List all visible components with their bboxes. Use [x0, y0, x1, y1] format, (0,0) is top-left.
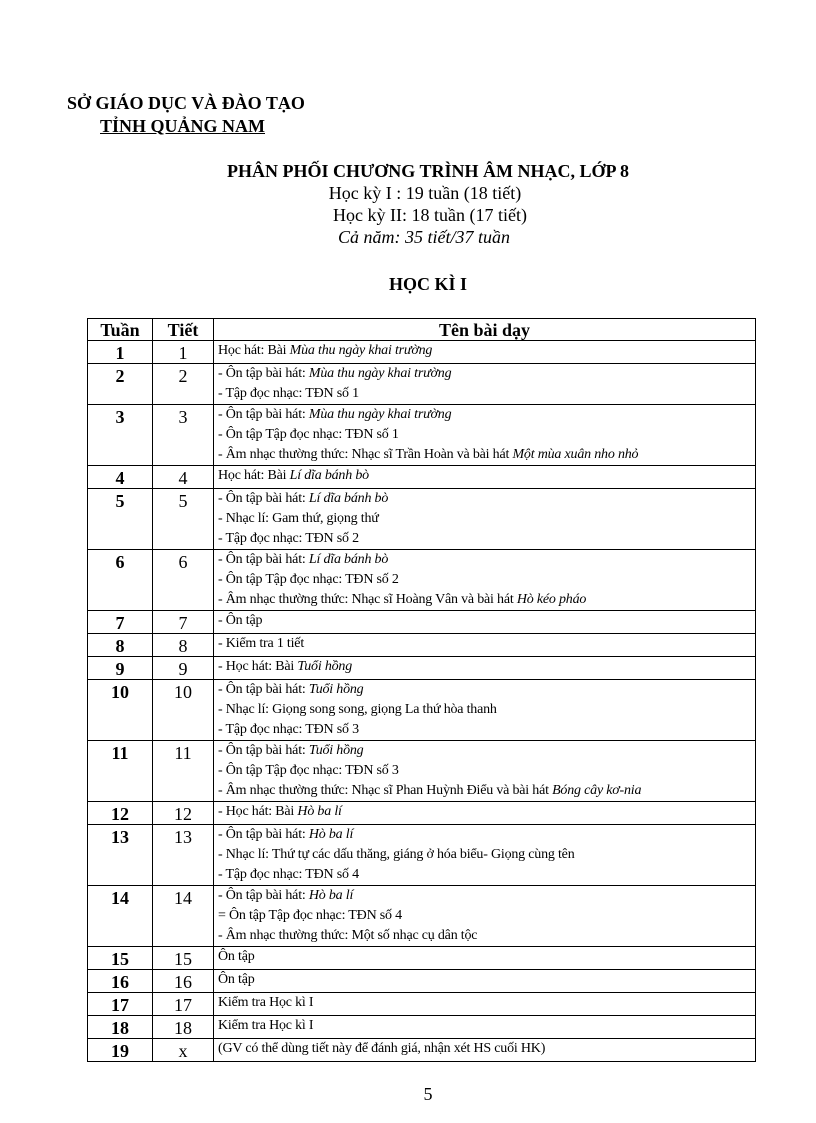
lesson-line — [218, 509, 755, 529]
table-row — [88, 825, 756, 886]
table-row — [88, 1016, 756, 1039]
schedule-table — [87, 318, 756, 1062]
table-row — [88, 680, 756, 741]
schedule-body — [88, 341, 756, 1062]
lesson-text: - Âm nhạc thường thức: Một số nhạc cụ dân tộc — [218, 928, 478, 943]
week-cell: 16 — [88, 970, 153, 993]
week-cell: 9 — [88, 657, 153, 680]
song-title: Bóng cây kơ-nia — [552, 783, 642, 798]
table-row — [88, 993, 756, 1016]
lesson-text: = Ôn tập Tập đọc nhạc: TĐN số 4 — [218, 908, 402, 923]
period-cell: 1 — [153, 341, 214, 364]
lesson-text: - Ôn tập bài hát: — [218, 491, 309, 506]
lesson-line — [218, 550, 755, 570]
period-cell: 13 — [153, 825, 214, 886]
lesson-cell — [214, 741, 756, 802]
song-title: Lí dĩa bánh bò — [289, 468, 369, 483]
province-name: TỈNH QUẢNG NAM — [100, 116, 265, 136]
table-row — [88, 405, 756, 466]
lesson-cell — [214, 680, 756, 741]
song-title: Tuổi hồng — [297, 659, 353, 674]
lesson-line — [218, 761, 755, 781]
lesson-line — [218, 1016, 755, 1036]
lesson-text: Học hát: Bài — [218, 468, 290, 483]
period-cell: 2 — [153, 364, 214, 405]
lesson-line — [218, 657, 755, 677]
lesson-cell — [214, 825, 756, 886]
lesson-cell — [214, 1016, 756, 1039]
period-cell: 18 — [153, 1016, 214, 1039]
period-cell: 8 — [153, 634, 214, 657]
week-cell: 1 — [88, 341, 153, 364]
lesson-line — [218, 700, 755, 720]
table-header-row — [88, 319, 756, 341]
lesson-line — [218, 845, 755, 865]
lesson-line — [218, 445, 755, 465]
lesson-line — [218, 364, 755, 384]
lesson-cell — [214, 466, 756, 489]
week-cell: 14 — [88, 886, 153, 947]
lesson-text: - Âm nhạc thường thức: Nhạc sĩ Phan Huỳnh Điểu và bài hát — [218, 783, 553, 798]
lesson-cell — [214, 802, 756, 825]
period-cell: 15 — [153, 947, 214, 970]
song-title: Mùa thu ngày khai trường — [289, 343, 433, 358]
lesson-line — [218, 906, 755, 926]
period-cell: 12 — [153, 802, 214, 825]
song-title: Lí dĩa bánh bò — [308, 552, 389, 567]
lesson-line — [218, 947, 755, 967]
lesson-line — [218, 384, 755, 404]
table-row — [88, 611, 756, 634]
lesson-line — [218, 489, 755, 509]
week-cell: 15 — [88, 947, 153, 970]
lesson-line — [218, 634, 755, 654]
table-row — [88, 657, 756, 680]
lesson-text: - Ôn tập bài hát: — [218, 888, 309, 903]
lesson-line — [218, 341, 755, 361]
lesson-text: - Ôn tập bài hát: — [218, 827, 309, 842]
lesson-line — [218, 425, 755, 445]
lesson-text: Ôn tập — [218, 949, 255, 964]
lesson-text: - Ôn tập Tập đọc nhạc: TĐN số 2 — [218, 572, 399, 587]
table-row — [88, 741, 756, 802]
period-column-header: Tiết — [153, 319, 214, 341]
lesson-line — [218, 865, 755, 885]
lesson-text: - Tập đọc nhạc: TĐN số 3 — [218, 722, 359, 737]
lesson-cell — [214, 993, 756, 1016]
table-row — [88, 489, 756, 550]
lesson-cell — [214, 489, 756, 550]
lesson-text: - Nhạc lí: Giọng song song, giọng La thứ hòa thanh — [218, 702, 497, 717]
lesson-text: - Ôn tập — [218, 613, 263, 628]
period-cell: 3 — [153, 405, 214, 466]
lesson-text: - Ôn tập bài hát: — [218, 682, 309, 697]
lesson-cell — [214, 341, 756, 364]
lesson-line — [218, 590, 755, 610]
lesson-text: - Ôn tập bài hát: — [218, 407, 309, 422]
song-title: Hò ba lí — [308, 827, 354, 842]
week-cell: 18 — [88, 1016, 153, 1039]
lesson-line — [218, 405, 755, 425]
song-title: Một mùa xuân nho nhỏ — [512, 447, 639, 462]
lesson-line — [218, 802, 755, 822]
week-cell: 2 — [88, 364, 153, 405]
lesson-line — [218, 741, 755, 761]
song-title: Lí dĩa bánh bò — [308, 491, 389, 506]
week-cell: 6 — [88, 550, 153, 611]
department-name: SỞ GIÁO DỤC VÀ ĐÀO TẠO — [67, 93, 305, 113]
lesson-text: Học hát: Bài — [218, 343, 290, 358]
semester1-info: Học kỳ I : 19 tuần (18 tiết) — [328, 183, 522, 203]
song-title: Tuổi hồng — [308, 743, 364, 758]
document-title-block — [0, 160, 816, 248]
table-row — [88, 802, 756, 825]
lesson-text: - Nhạc lí: Gam thứ, giọng thứ — [218, 511, 379, 526]
lesson-text: - Tập đọc nhạc: TĐN số 1 — [218, 386, 359, 401]
lesson-text: - Ôn tập bài hát: — [218, 366, 309, 381]
lesson-cell — [214, 364, 756, 405]
lesson-cell — [214, 947, 756, 970]
week-cell: 5 — [88, 489, 153, 550]
lesson-line — [218, 781, 755, 801]
lesson-text: - Tập đọc nhạc: TĐN số 2 — [218, 531, 359, 546]
lesson-line — [218, 680, 755, 700]
period-cell: 9 — [153, 657, 214, 680]
semester2-info: Học kỳ II: 18 tuần (17 tiết) — [333, 205, 527, 225]
week-column-header: Tuần — [88, 319, 153, 341]
lesson-text: - Tập đọc nhạc: TĐN số 4 — [218, 867, 359, 882]
lesson-text: - Âm nhạc thường thức: Nhạc sĩ Hoàng Vân và bài hát — [218, 592, 517, 607]
period-cell: 7 — [153, 611, 214, 634]
lesson-cell — [214, 657, 756, 680]
table-row — [88, 634, 756, 657]
period-cell: 4 — [153, 466, 214, 489]
lesson-line — [218, 466, 755, 486]
lesson-line — [218, 1039, 755, 1059]
week-cell: 7 — [88, 611, 153, 634]
period-cell: 10 — [153, 680, 214, 741]
table-row — [88, 1039, 756, 1062]
lesson-cell — [214, 634, 756, 657]
lesson-line — [218, 611, 755, 631]
week-cell: 11 — [88, 741, 153, 802]
table-row — [88, 364, 756, 405]
lesson-text: (GV có thể dùng tiết này để đánh giá, nhận xét HS cuối HK) — [218, 1041, 546, 1056]
lesson-line — [218, 570, 755, 590]
week-cell: 12 — [88, 802, 153, 825]
lesson-line — [218, 825, 755, 845]
lesson-text: - Học hát: Bài — [218, 659, 298, 674]
lesson-line — [218, 720, 755, 740]
week-cell: 10 — [88, 680, 153, 741]
lesson-line — [218, 926, 755, 946]
period-cell: 17 — [153, 993, 214, 1016]
lesson-cell — [214, 1039, 756, 1062]
table-row — [88, 947, 756, 970]
song-title: Mùa thu ngày khai trường — [308, 366, 452, 381]
lesson-column-header: Tên bài dạy — [214, 319, 756, 341]
lesson-line — [218, 529, 755, 549]
lesson-text: Ôn tập — [218, 972, 255, 987]
period-cell: 16 — [153, 970, 214, 993]
lesson-line — [218, 993, 755, 1013]
week-cell: 8 — [88, 634, 153, 657]
song-title: Tuổi hồng — [308, 682, 364, 697]
page-number: 5 — [423, 1084, 433, 1104]
song-title: Hò ba lí — [297, 804, 342, 819]
table-row — [88, 341, 756, 364]
lesson-line — [218, 886, 755, 906]
lesson-text: - Ôn tập Tập đọc nhạc: TĐN số 3 — [218, 763, 399, 778]
lesson-text: Kiểm tra Học kì I — [218, 1018, 314, 1033]
week-cell: 3 — [88, 405, 153, 466]
lesson-cell — [214, 970, 756, 993]
week-cell: 13 — [88, 825, 153, 886]
lesson-cell — [214, 405, 756, 466]
period-cell: 11 — [153, 741, 214, 802]
lesson-text: - Học hát: Bài — [218, 804, 298, 819]
week-cell: 4 — [88, 466, 153, 489]
lesson-line — [218, 970, 755, 990]
lesson-text: - Ôn tập bài hát: — [218, 552, 309, 567]
period-cell: 6 — [153, 550, 214, 611]
table-row — [88, 886, 756, 947]
lesson-text: - Kiểm tra 1 tiết — [218, 636, 305, 651]
period-cell: 14 — [153, 886, 214, 947]
lesson-cell — [214, 550, 756, 611]
lesson-cell — [214, 611, 756, 634]
period-cell: 5 — [153, 489, 214, 550]
lesson-text: - Nhạc lí: Thứ tự các dấu thăng, giáng ở hóa biểu- Giọng cùng tên — [218, 847, 575, 862]
table-row — [88, 466, 756, 489]
lesson-text: Kiểm tra Học kì I — [218, 995, 314, 1010]
lesson-text: - Âm nhạc thường thức: Nhạc sĩ Trần Hoàn và bài hát — [218, 447, 513, 462]
week-cell: 17 — [88, 993, 153, 1016]
document-title: PHÂN PHỐI CHƯƠNG TRÌNH ÂM NHẠC, LỚP 8 — [226, 161, 629, 181]
week-cell: 19 — [88, 1039, 153, 1062]
table-row — [88, 550, 756, 611]
period-cell: x — [153, 1039, 214, 1062]
song-title: Mùa thu ngày khai trường — [308, 407, 452, 422]
table-row — [88, 970, 756, 993]
lesson-text: - Ôn tập bài hát: — [218, 743, 309, 758]
lesson-text: - Ôn tập Tập đọc nhạc: TĐN số 1 — [218, 427, 399, 442]
section-heading: HỌC KÌ I — [388, 274, 467, 294]
year-info: Cả năm: 35 tiết/37 tuần — [338, 227, 510, 247]
song-title: Hò kéo pháo — [516, 592, 587, 607]
song-title: Hò ba lí — [308, 888, 354, 903]
lesson-cell — [214, 886, 756, 947]
